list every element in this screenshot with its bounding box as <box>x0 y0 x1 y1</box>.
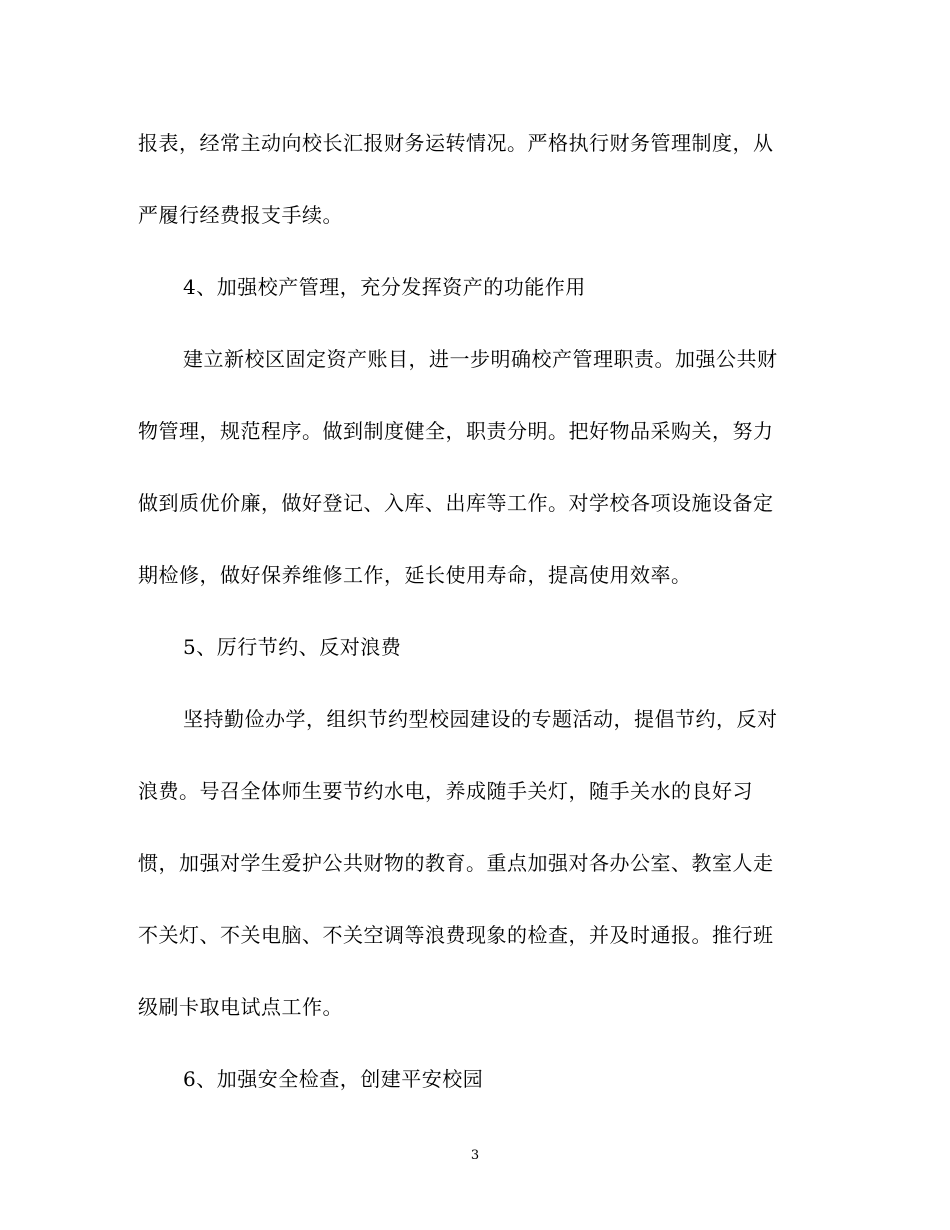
section-heading: 4、加强校产管理，充分发挥资产的功能作用 <box>183 275 586 299</box>
paragraph-line: 浪费。号召全体师生要节约水电，养成随手关灯，随手关水的良好习 <box>138 779 753 803</box>
paragraph-line: 不关灯、不关电脑、不关空调等浪费现象的检查，并及时通报。推行班 <box>138 923 774 947</box>
paragraph-line: 级刷卡取电试点工作。 <box>138 995 343 1019</box>
section-heading: 5、厉行节约、反对浪费 <box>183 635 402 659</box>
paragraph-line: 做到质优价廉，做好登记、入库、出库等工作。对学校各项设施设备定 <box>138 491 774 515</box>
paragraph-line: 报表，经常主动向校长汇报财务运转情况。严格执行财务管理制度，从 <box>138 131 774 155</box>
paragraph-line: 严履行经费报支手续。 <box>138 203 343 227</box>
paragraph-line: 惯，加强对学生爱护公共财物的教育。重点加强对各办公室、教室人走 <box>138 851 774 875</box>
paragraph-line: 建立新校区固定资产账目，进一步明确校产管理职责。加强公共财 <box>183 347 778 371</box>
paragraph-line: 期检修，做好保养维修工作，延长使用寿命，提高使用效率。 <box>138 563 692 587</box>
paragraph-line: 坚持勤俭办学，组织节约型校园建设的专题活动，提倡节约，反对 <box>183 707 778 731</box>
paragraph-line: 物管理，规范程序。做到制度健全，职责分明。把好物品采购关，努力 <box>138 419 774 443</box>
page-number: 3 <box>470 1148 480 1163</box>
section-heading: 6、加强安全检查，创建平安校园 <box>183 1067 484 1091</box>
